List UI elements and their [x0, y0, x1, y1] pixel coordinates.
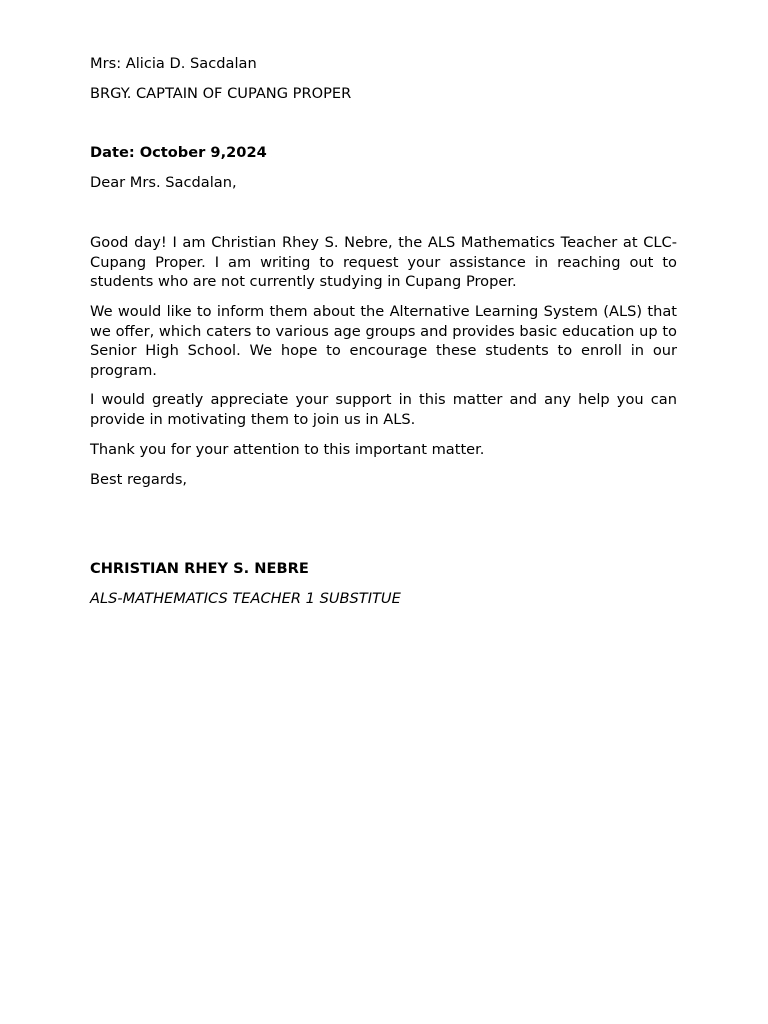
- recipient-name: Mrs: Alicia D. Sacdalan: [90, 55, 257, 72]
- body-paragraph-request: I would greatly appreciate your support in this matter and any help you can provide in motivating them to join us in ALS.: [90, 391, 677, 428]
- signatory-title: ALS-MATHEMATICS TEACHER 1 SUBSTITUE: [90, 590, 401, 607]
- body-paragraph-als-info: We would like to inform them about the Alternative Learning System (ALS) that we offer, which caters to various age groups and provides basic education up to Senior High School. We hope to encourage these students to enroll in our program.: [90, 303, 677, 380]
- salutation: Dear Mrs. Sacdalan,: [90, 174, 237, 191]
- signatory-name: CHRISTIAN RHEY S. NEBRE: [90, 560, 309, 577]
- letter-date: Date: October 9,2024: [90, 144, 267, 161]
- body-paragraph-thanks: Thank you for your attention to this important matter.: [90, 441, 485, 458]
- recipient-title: BRGY. CAPTAIN OF CUPANG PROPER: [90, 85, 352, 102]
- closing: Best regards,: [90, 471, 188, 488]
- body-paragraph-intro: Good day! I am Christian Rhey S. Nebre, the ALS Mathematics Teacher at CLC-Cupang Proper. I am writing to request your assistance in reaching out to students who are not currently studying in Cupang Proper.: [90, 234, 677, 291]
